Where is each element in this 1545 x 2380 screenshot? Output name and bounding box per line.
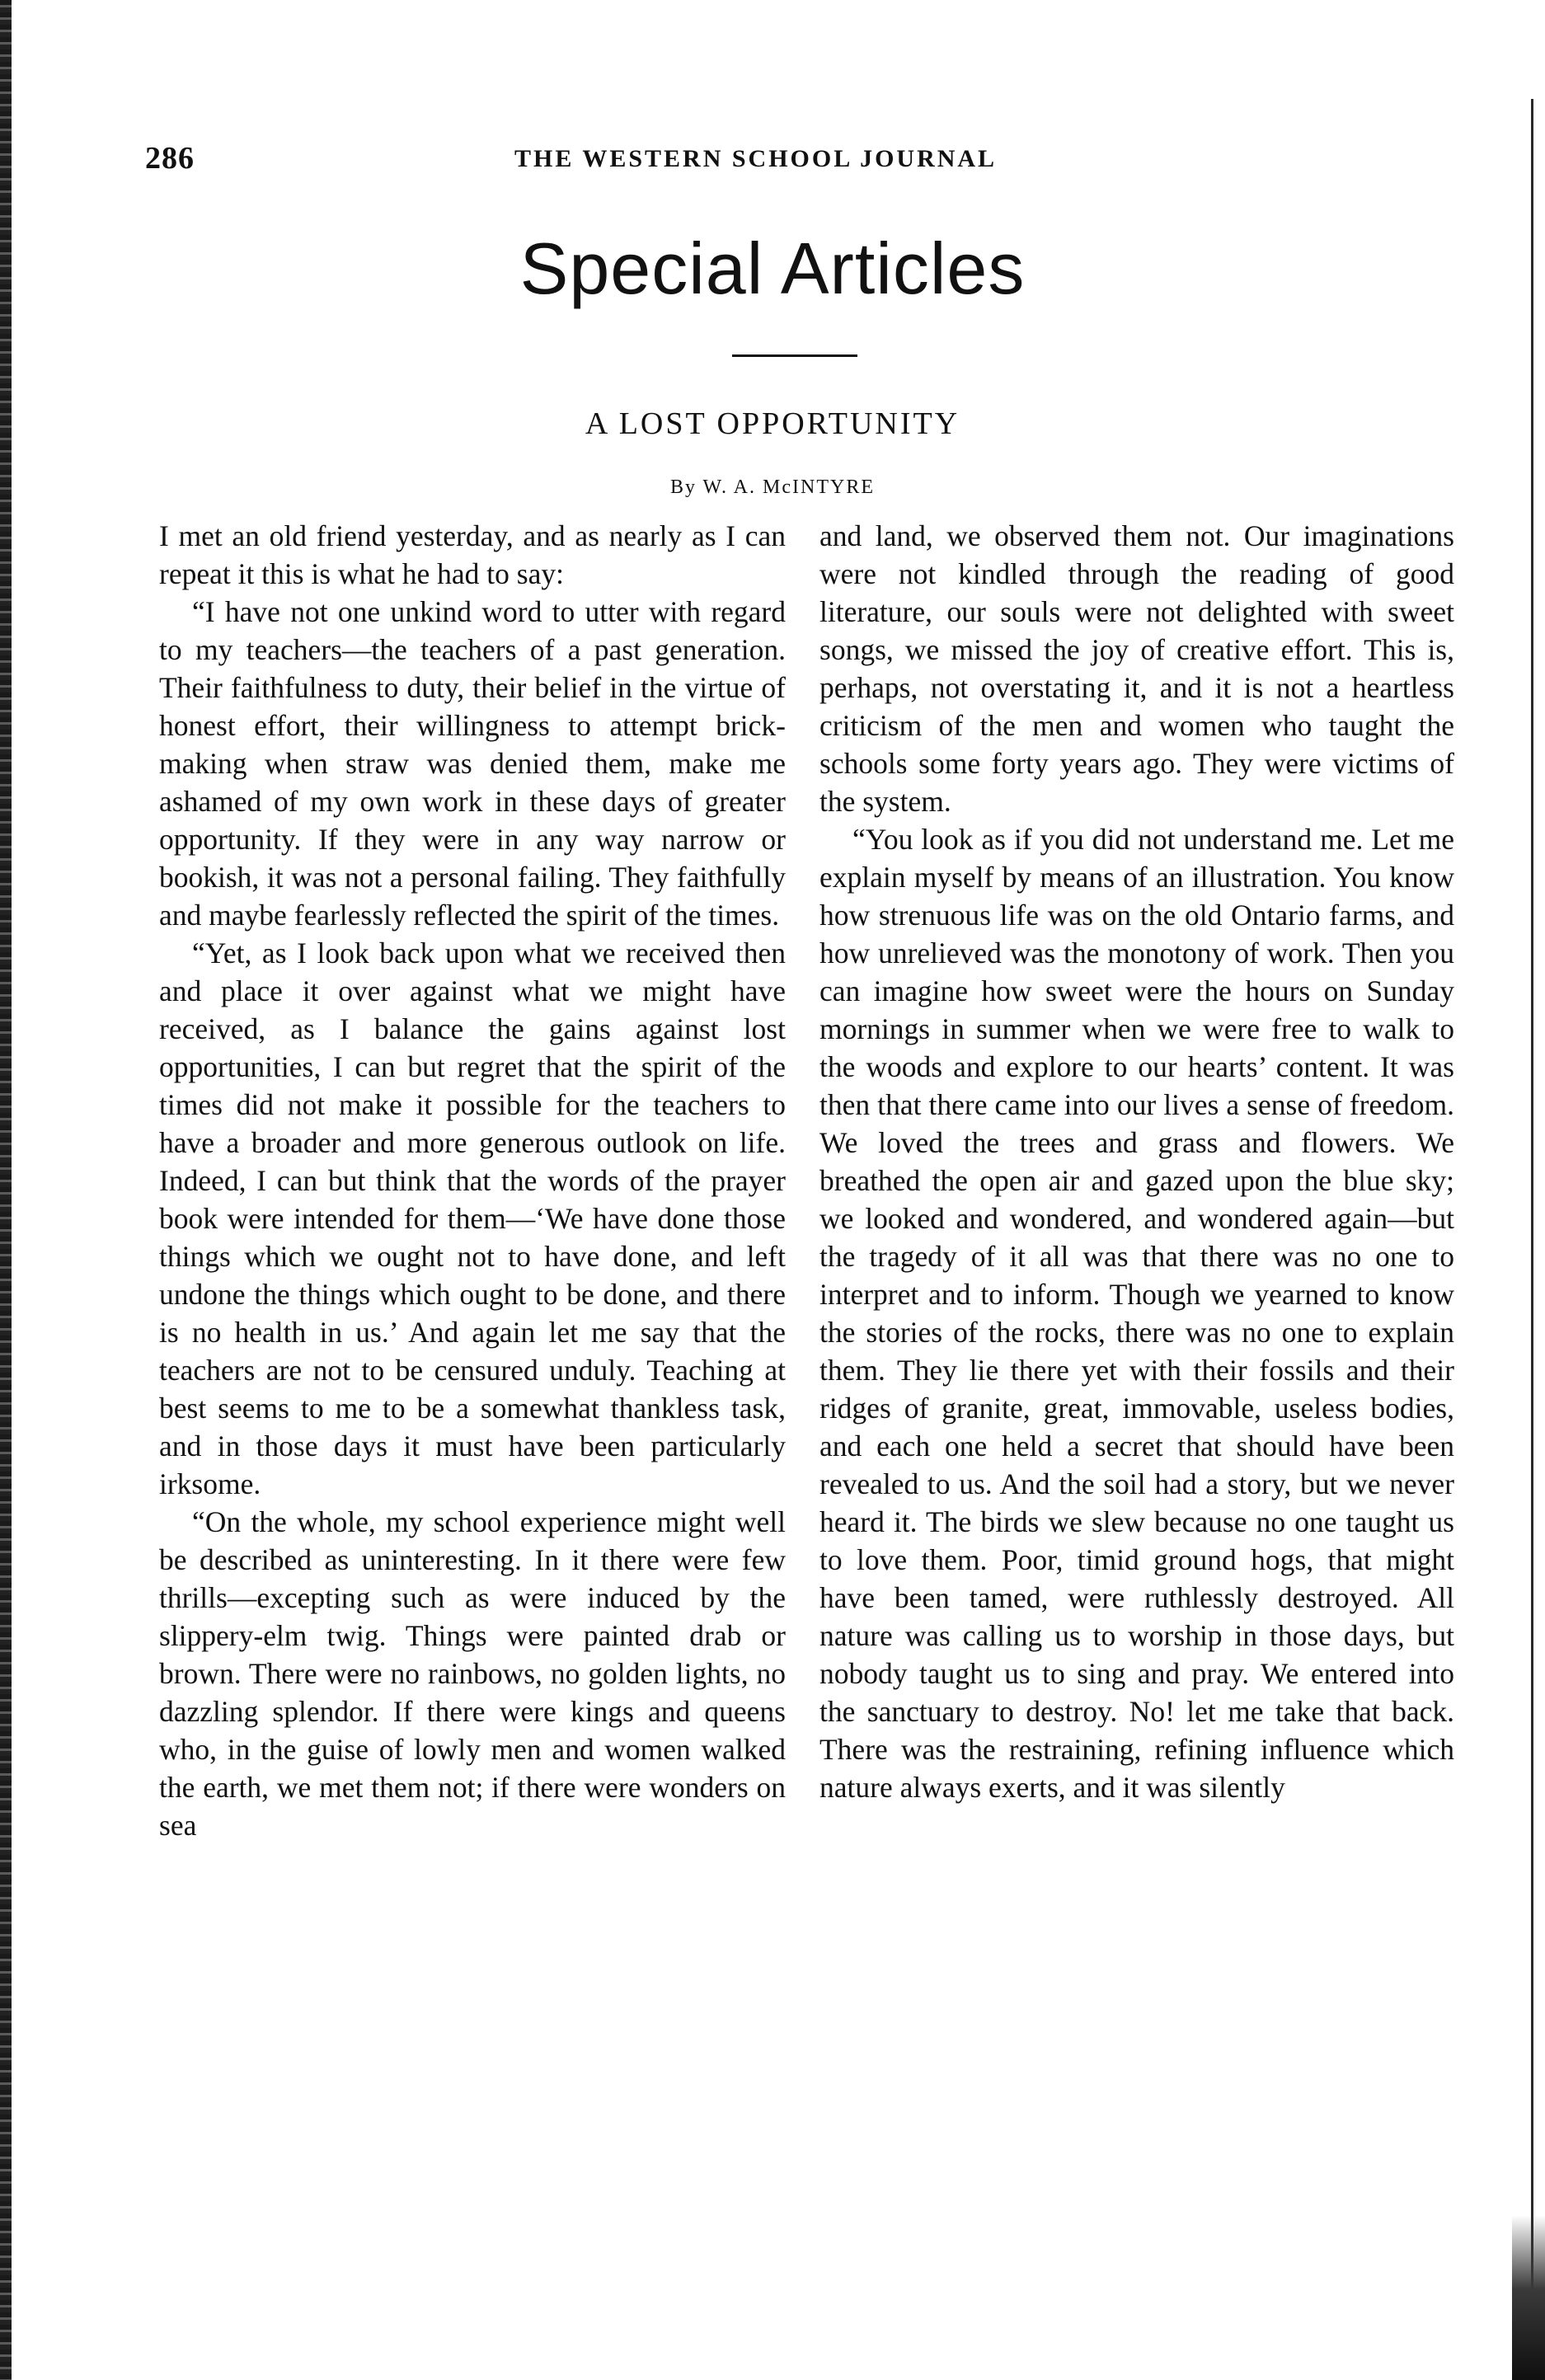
title-rule xyxy=(732,354,857,357)
running-head xyxy=(145,140,1448,181)
article-byline: By W. A. McINTYRE xyxy=(669,476,875,498)
paragraph: I met an old friend yesterday, and as nearly as I can repeat it this is what he had to say: xyxy=(159,519,786,590)
paragraph: “Yet, as I look back upon what we received then and place it over against what we might have received, as I balance the gains against lost opportunities, I can but regret that the spirit of the times did not make it possible for the teachers to have a broader and more generous outlook on life. Indeed, I can but think that the words of the prayer book were intended for them—‘We have done those things which we ought not to have done, and left undone the things which ought to be done, and there is no health in us.’ And again let me say that the teachers are not to be censured unduly. Teaching at best seems to me to be a somewhat thankless task, and in those days it must have been particularly irksome. xyxy=(159,937,786,1500)
scan-edge-left xyxy=(0,0,12,2380)
paragraph: “I have not one unkind word to utter with regard to my teachers—the teachers of a past generation. Their faithfulness to duty, their belief in the virtue of honest effort, their willingness to attempt brick-making when straw was denied them, make me ashamed of my own work in these days of greater opportunity. If they were in any way narrow or bookish, it was not a personal failing. They faithfully and maybe fearlessly reflected the spirit of the times. xyxy=(159,595,786,932)
article-title: A LOST OPPORTUNITY xyxy=(585,406,960,441)
section-title: Special Articles xyxy=(519,228,1026,309)
journal-title: THE WESTERN SCHOOL JOURNAL xyxy=(514,145,998,172)
right-column xyxy=(819,517,1454,1806)
paragraph: “On the whole, my school experience might well be described as uninteresting. In it there were few thrills—excepting such as were induced by the slippery-elm twig. Things were painted drab or brown. There were no rainbows, no golden lights, no dazzling splendor. If there were kings and queens who, in the guise of lowly men and women walked the earth, we met them not; if there were wonders on sea xyxy=(159,1505,786,1842)
paragraph: and land, we observed them not. Our imaginations were not kindled through the reading of good literature, our souls were not delighted with sweet songs, we missed the joy of creative effort. This is, perhaps, not overstating it, and it is not a heartless criticism of the men and women who taught the schools some forty years ago. They were victims of the system. xyxy=(819,519,1454,818)
left-column xyxy=(159,517,786,1844)
page-number: 286 xyxy=(145,141,195,176)
paragraph: “You look as if you did not understand me. Let me explain myself by means of an illustration. You know how strenuous life was on the old Ontario farms, and how unrelieved was the monotony of work. Then you can imagine how sweet were the hours on Sunday mornings in summer when we were free to walk to the woods and explore to our hearts’ content. It was then that there came into our lives a sense of freedom. We loved the trees and grass and flowers. We breathed the open air and gazed upon the blue sky; we looked and wondered, and wondered again—but the tragedy of it all was that there was no one to interpret and to inform. Though we yearned to know the stories of the rocks, there was no one to explain them. They lie there yet with their fossils and their ridges of granite, great, immovable, useless bodies, and each one held a secret that should have been revealed to us. And the soil had a story, but we never heard it. The birds we slew because no one taught us to love them. Poor, timid ground hogs, that might have been tamed, were ruthlessly destroyed. All nature was calling us to worship in those days, but nobody taught us to sing and pray. We entered into the sanctuary to destroy. No! let me take that back. There was the restraining, refining influence which nature always exerts, and it was silently xyxy=(819,823,1454,1804)
scan-corner-shadow xyxy=(1512,2215,1545,2380)
